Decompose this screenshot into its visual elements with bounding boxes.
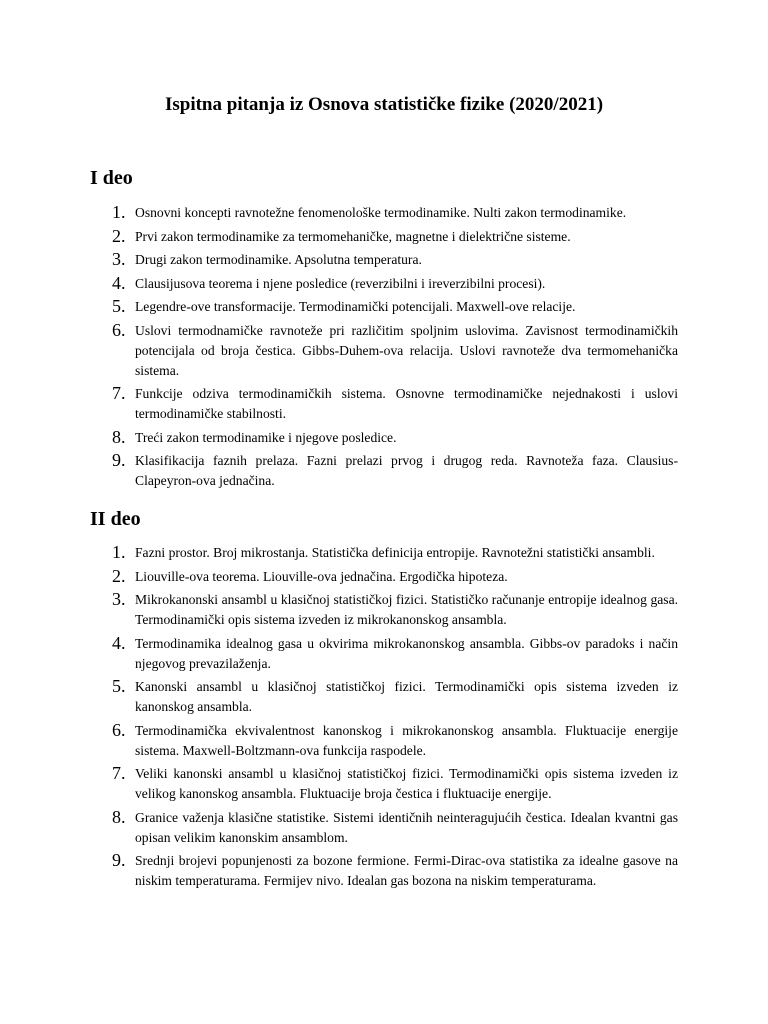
question-number: 4. [112, 632, 126, 653]
question-item [0, 274, 678, 294]
question-item [0, 321, 678, 381]
question-text: Klasifikacija faznih prelaza. Fazni prelazi prvog i drugog reda. Ravnoteža faza. Clausius-Clapeyron-ova jednačina. [135, 453, 678, 488]
section-heading-ii-deo: II deo [90, 508, 141, 530]
question-item [0, 250, 678, 270]
question-text: Treći zakon termodinamike i njegove posledice. [135, 429, 397, 445]
question-item [0, 634, 678, 674]
question-number: 8. [112, 806, 126, 827]
question-number: 8. [112, 426, 126, 447]
question-number: 4. [112, 272, 126, 293]
question-number: 7. [112, 383, 126, 403]
question-item [0, 808, 678, 848]
question-text: Clausijusova teorema i njene posledice (reverzibilni i ireverzibilni procesi). [135, 275, 546, 291]
question-item [0, 851, 678, 891]
question-text: Termodinamička ekvivalentnost kanonskog i mikrokanonskog ansambla. Fluktuacije energije sistema. Maxwell-Boltzmann-ova funkcija raspodele. [135, 722, 678, 758]
question-number: 6. [112, 719, 126, 740]
question-text: Prvi zakon termodinamike za termomehaničke, magnetne i dielektrične sisteme. [135, 228, 571, 244]
question-text: Osnovni koncepti ravnotežne fenomenološke termodinamike. Nulti zakon termodinamike. [135, 205, 627, 220]
question-text: Uslovi termodnamičke ravnoteže pri različitim spoljnim uslovima. Zavisnost termodinamičkih potencijala od broja čestica. Gibbs-Duhem-ova relacija. Uslovi ravnoteže dva termomehanička sistema. [135, 322, 678, 378]
question-text: Srednji brojevi popunjenosti za bozone fermione. Fermi-Dirac-ova statistika za idealne gasove na niskim temperaturama. Fermijev nivo. Idealan gas bozona na niskim temperaturama. [135, 853, 678, 888]
question-list-ii-deo [0, 543, 768, 895]
question-number: 1. [112, 202, 126, 222]
question-text: Liouville-ova teorema. Liouville-ova jednačina. Ergodička hipoteza. [135, 568, 508, 584]
question-item [0, 677, 678, 717]
question-item [0, 721, 678, 761]
question-number: 1. [112, 542, 126, 562]
question-number: 3. [112, 589, 126, 609]
question-text: Termodinamika idealnog gasa u okvirima mikrokanonskog ansambla. Gibbs-ov paradoks i način njegovog prevazilaženja. [135, 635, 678, 671]
question-item [0, 297, 678, 317]
question-item [0, 590, 678, 630]
question-number: 5. [112, 296, 126, 316]
question-text: Mikrokanonski ansambl u klasičnoj statističkoj fizici. Statističko računanje entropije idealnog gasa. Termodinamički opis sistema izveden iz mikrokanonskog ansambla. [135, 592, 678, 627]
question-number: 3. [112, 249, 126, 269]
question-item [0, 203, 678, 223]
section-heading-i-deo: I deo [90, 167, 133, 189]
question-item [0, 764, 678, 804]
question-item [0, 451, 678, 491]
question-number: 5. [112, 676, 126, 696]
question-text: Drugi zakon termodinamike. Apsolutna temperatura. [135, 252, 422, 267]
question-text: Kanonski ansambl u klasičnoj statističkoj fizici. Termodinamički opis sistema izveden iz kanonskog ansambla. [135, 679, 678, 714]
question-item [0, 543, 678, 563]
question-number: 2. [112, 565, 126, 586]
question-list-i-deo [0, 203, 768, 495]
question-text: Legendre-ove transformacije. Termodinamički potencijali. Maxwell-ove relacije. [135, 299, 576, 314]
question-item [0, 428, 678, 448]
question-text: Funkcije odziva termodinamičkih sistema. Osnovne termodinamičke nejednakosti i uslovi termodinamičke stabilnosti. [135, 386, 678, 421]
question-text: Veliki kanonski ansambl u klasičnoj statističkoj fizici. Termodinamički opis sistema izveden iz velikog kanonskog ansambla. Fluktuacije broja čestica i fluktuacije energije. [135, 766, 678, 801]
document-title: Ispitna pitanja iz Osnova statističke fizike (2020/2021) [164, 94, 604, 115]
question-item [0, 567, 678, 587]
question-number: 2. [112, 225, 126, 246]
question-item [0, 384, 678, 424]
question-number: 9. [112, 850, 126, 870]
question-number: 6. [112, 319, 126, 340]
question-item [0, 227, 678, 247]
question-text: Granice važenja klasične statistike. Sistemi identičnih neinteragujućih čestica. Idealan kvantni gas opisan velikim kanonskim ansamblom. [135, 809, 678, 845]
question-text: Fazni prostor. Broj mikrostanja. Statistička definicija entropije. Ravnotežni statistički ansambli. [135, 545, 655, 560]
question-number: 9. [112, 450, 126, 470]
question-number: 7. [112, 763, 126, 783]
